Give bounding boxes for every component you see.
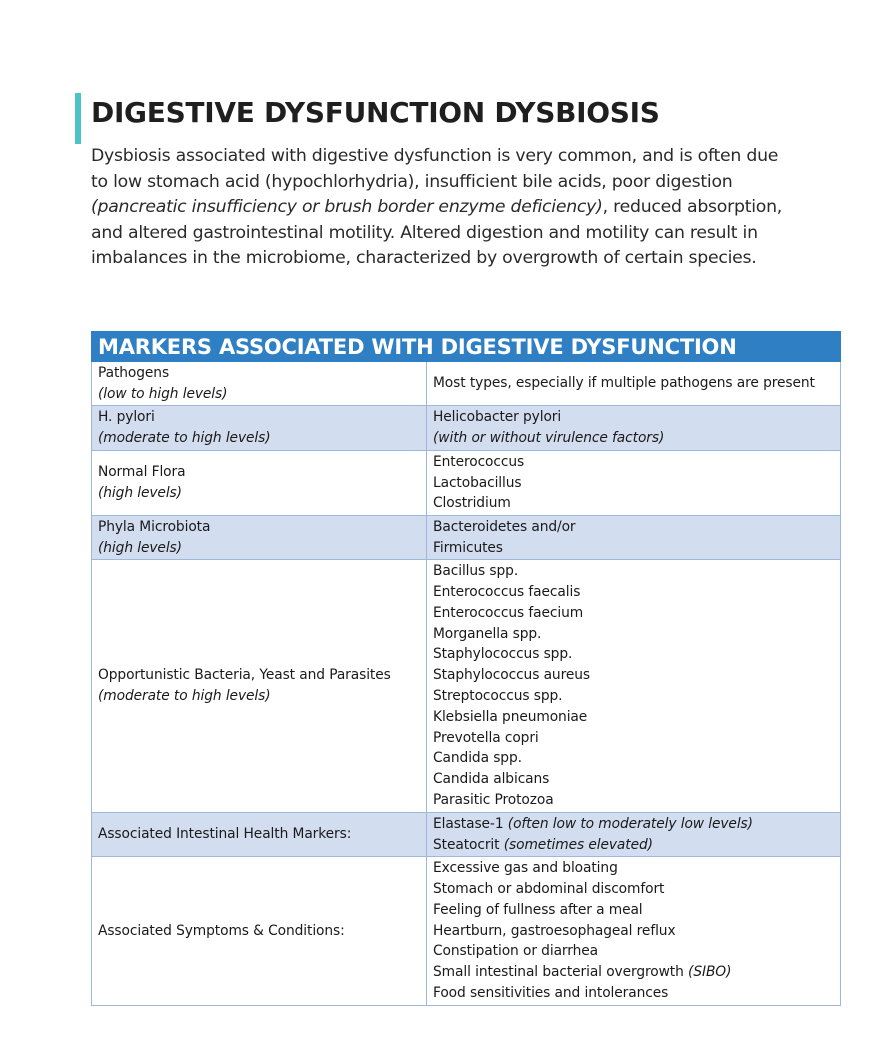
marker-level: (high levels) [98, 485, 182, 501]
table-row [92, 857, 841, 1006]
marker-label-cell [92, 516, 427, 560]
detail-text: Food sensitivities and intolerances [433, 984, 669, 1001]
detail-item [433, 493, 834, 514]
detail-text: Klebsiella pneumoniae [433, 708, 588, 725]
detail-note: (with or without virulence factors) [433, 430, 665, 446]
detail-text: Firmicutes [433, 539, 503, 556]
detail-item [433, 624, 834, 645]
detail-item [433, 835, 834, 856]
marker-detail-cell [427, 813, 841, 857]
detail-text: Clostridium [433, 495, 511, 512]
detail-item [433, 962, 834, 983]
marker-level: (high levels) [98, 539, 182, 556]
detail-text: Enterococcus faecium [433, 604, 584, 621]
intro-text-2: , reduced absorption, and altered gastrointestinal motility. Altered digestion and motility can result in imbalances in the microbiome, characterized by overgrowth of certain species. [91, 197, 783, 269]
markers-table-body [92, 362, 841, 1006]
detail-text: Staphylococcus spp. [433, 646, 573, 663]
detail-item [433, 728, 834, 749]
marker-label: H. pylori [98, 409, 155, 426]
table-row [92, 560, 841, 813]
marker-level: (moderate to high levels) [98, 688, 271, 704]
detail-text: Heartburn, gastroesophageal reflux [433, 922, 676, 939]
detail-text: Stomach or abdominal discomfort [433, 881, 665, 897]
marker-detail-cell [427, 406, 841, 451]
marker-level: (low to high levels) [98, 385, 228, 402]
detail-item [433, 561, 834, 582]
marker-detail-cell [427, 857, 841, 1006]
detail-item [433, 983, 834, 1004]
detail-text: Helicobacter pylori [433, 409, 562, 426]
detail-text: Lactobacillus [433, 474, 522, 491]
detail-item [433, 769, 834, 790]
detail-item [433, 428, 834, 449]
detail-note: (often low to moderately low levels) [507, 815, 753, 832]
detail-item [433, 707, 834, 728]
marker-level: (moderate to high levels) [98, 430, 271, 446]
marker-detail-cell [427, 451, 841, 516]
table-row [92, 516, 841, 560]
marker-label-cell [92, 362, 427, 406]
table-row [92, 362, 841, 406]
marker-label: Associated Symptoms & Conditions: [98, 922, 345, 939]
detail-item [433, 941, 834, 962]
detail-item [433, 686, 834, 707]
detail-text: Streptococcus spp. [433, 688, 563, 704]
detail-item [433, 582, 834, 603]
detail-text: Bacillus spp. [433, 563, 519, 580]
detail-item [433, 373, 834, 394]
detail-text: Elastase-1 [433, 815, 508, 832]
detail-item [433, 407, 834, 428]
detail-text: Steatocrit [433, 836, 504, 853]
detail-item [433, 814, 834, 835]
detail-item [433, 665, 834, 686]
marker-label: Associated Intestinal Health Markers: [98, 826, 352, 843]
detail-text: Staphylococcus aureus [433, 667, 590, 684]
detail-note: (sometimes elevated) [503, 836, 653, 853]
detail-item [433, 473, 834, 494]
detail-text: Enterococcus [433, 453, 525, 470]
markers-table [91, 331, 841, 1006]
detail-text: Morganella spp. [433, 625, 542, 642]
detail-item [433, 790, 834, 811]
detail-item [433, 858, 834, 879]
table-row [92, 406, 841, 451]
markers-table-header: MARKERS ASSOCIATED WITH DIGESTIVE DYSFUNCTION [92, 332, 841, 362]
intro-text-1: Dysbiosis associated with digestive dysfunction is very common, and is often due to low stomach acid (hypochlorhydria), insufficient bile acids, poor digestion [91, 146, 779, 192]
detail-item [433, 921, 834, 942]
table-row [92, 813, 841, 857]
marker-label: Normal Flora [98, 464, 186, 481]
detail-item [433, 603, 834, 624]
detail-item [433, 900, 834, 921]
detail-text: Enterococcus faecalis [433, 584, 581, 601]
title-accent-bar [75, 93, 81, 144]
detail-text: Most types, especially if multiple pathogens are present [433, 375, 815, 392]
intro-paragraph [91, 144, 797, 272]
marker-label: Opportunistic Bacteria, Yeast and Parasites [98, 667, 391, 684]
detail-item [433, 879, 834, 900]
detail-text: Bacteroidetes and/or [433, 518, 576, 535]
marker-label-cell [92, 560, 427, 813]
detail-item [433, 644, 834, 665]
marker-label-cell [92, 813, 427, 857]
marker-detail-cell [427, 362, 841, 406]
detail-text: Constipation or diarrhea [433, 943, 598, 960]
detail-text: Parasitic Protozoa [433, 791, 554, 808]
detail-item [433, 517, 834, 538]
marker-label-cell [92, 406, 427, 451]
detail-text: Candida spp. [433, 750, 522, 767]
table-row [92, 451, 841, 516]
detail-note: (SIBO) [688, 964, 732, 981]
page-title: DIGESTIVE DYSFUNCTION DYSBIOSIS [91, 96, 660, 129]
detail-text: Feeling of fullness after a meal [433, 901, 643, 918]
marker-label: Phyla Microbiota [98, 518, 211, 535]
intro-text-italic: (pancreatic insufficiency or brush border enzyme deficiency) [91, 197, 603, 218]
marker-label-cell [92, 857, 427, 1006]
detail-text: Small intestinal bacterial overgrowth [433, 964, 689, 981]
marker-label: Pathogens [98, 364, 170, 381]
marker-label-cell [92, 451, 427, 516]
detail-item [433, 748, 834, 769]
detail-item [433, 452, 834, 473]
detail-text: Excessive gas and bloating [433, 860, 618, 877]
marker-detail-cell [427, 560, 841, 813]
markers-table-container [91, 331, 840, 1006]
detail-text: Prevotella copri [433, 729, 539, 746]
detail-item [433, 538, 834, 559]
marker-detail-cell [427, 516, 841, 560]
detail-text: Candida albicans [433, 771, 550, 788]
